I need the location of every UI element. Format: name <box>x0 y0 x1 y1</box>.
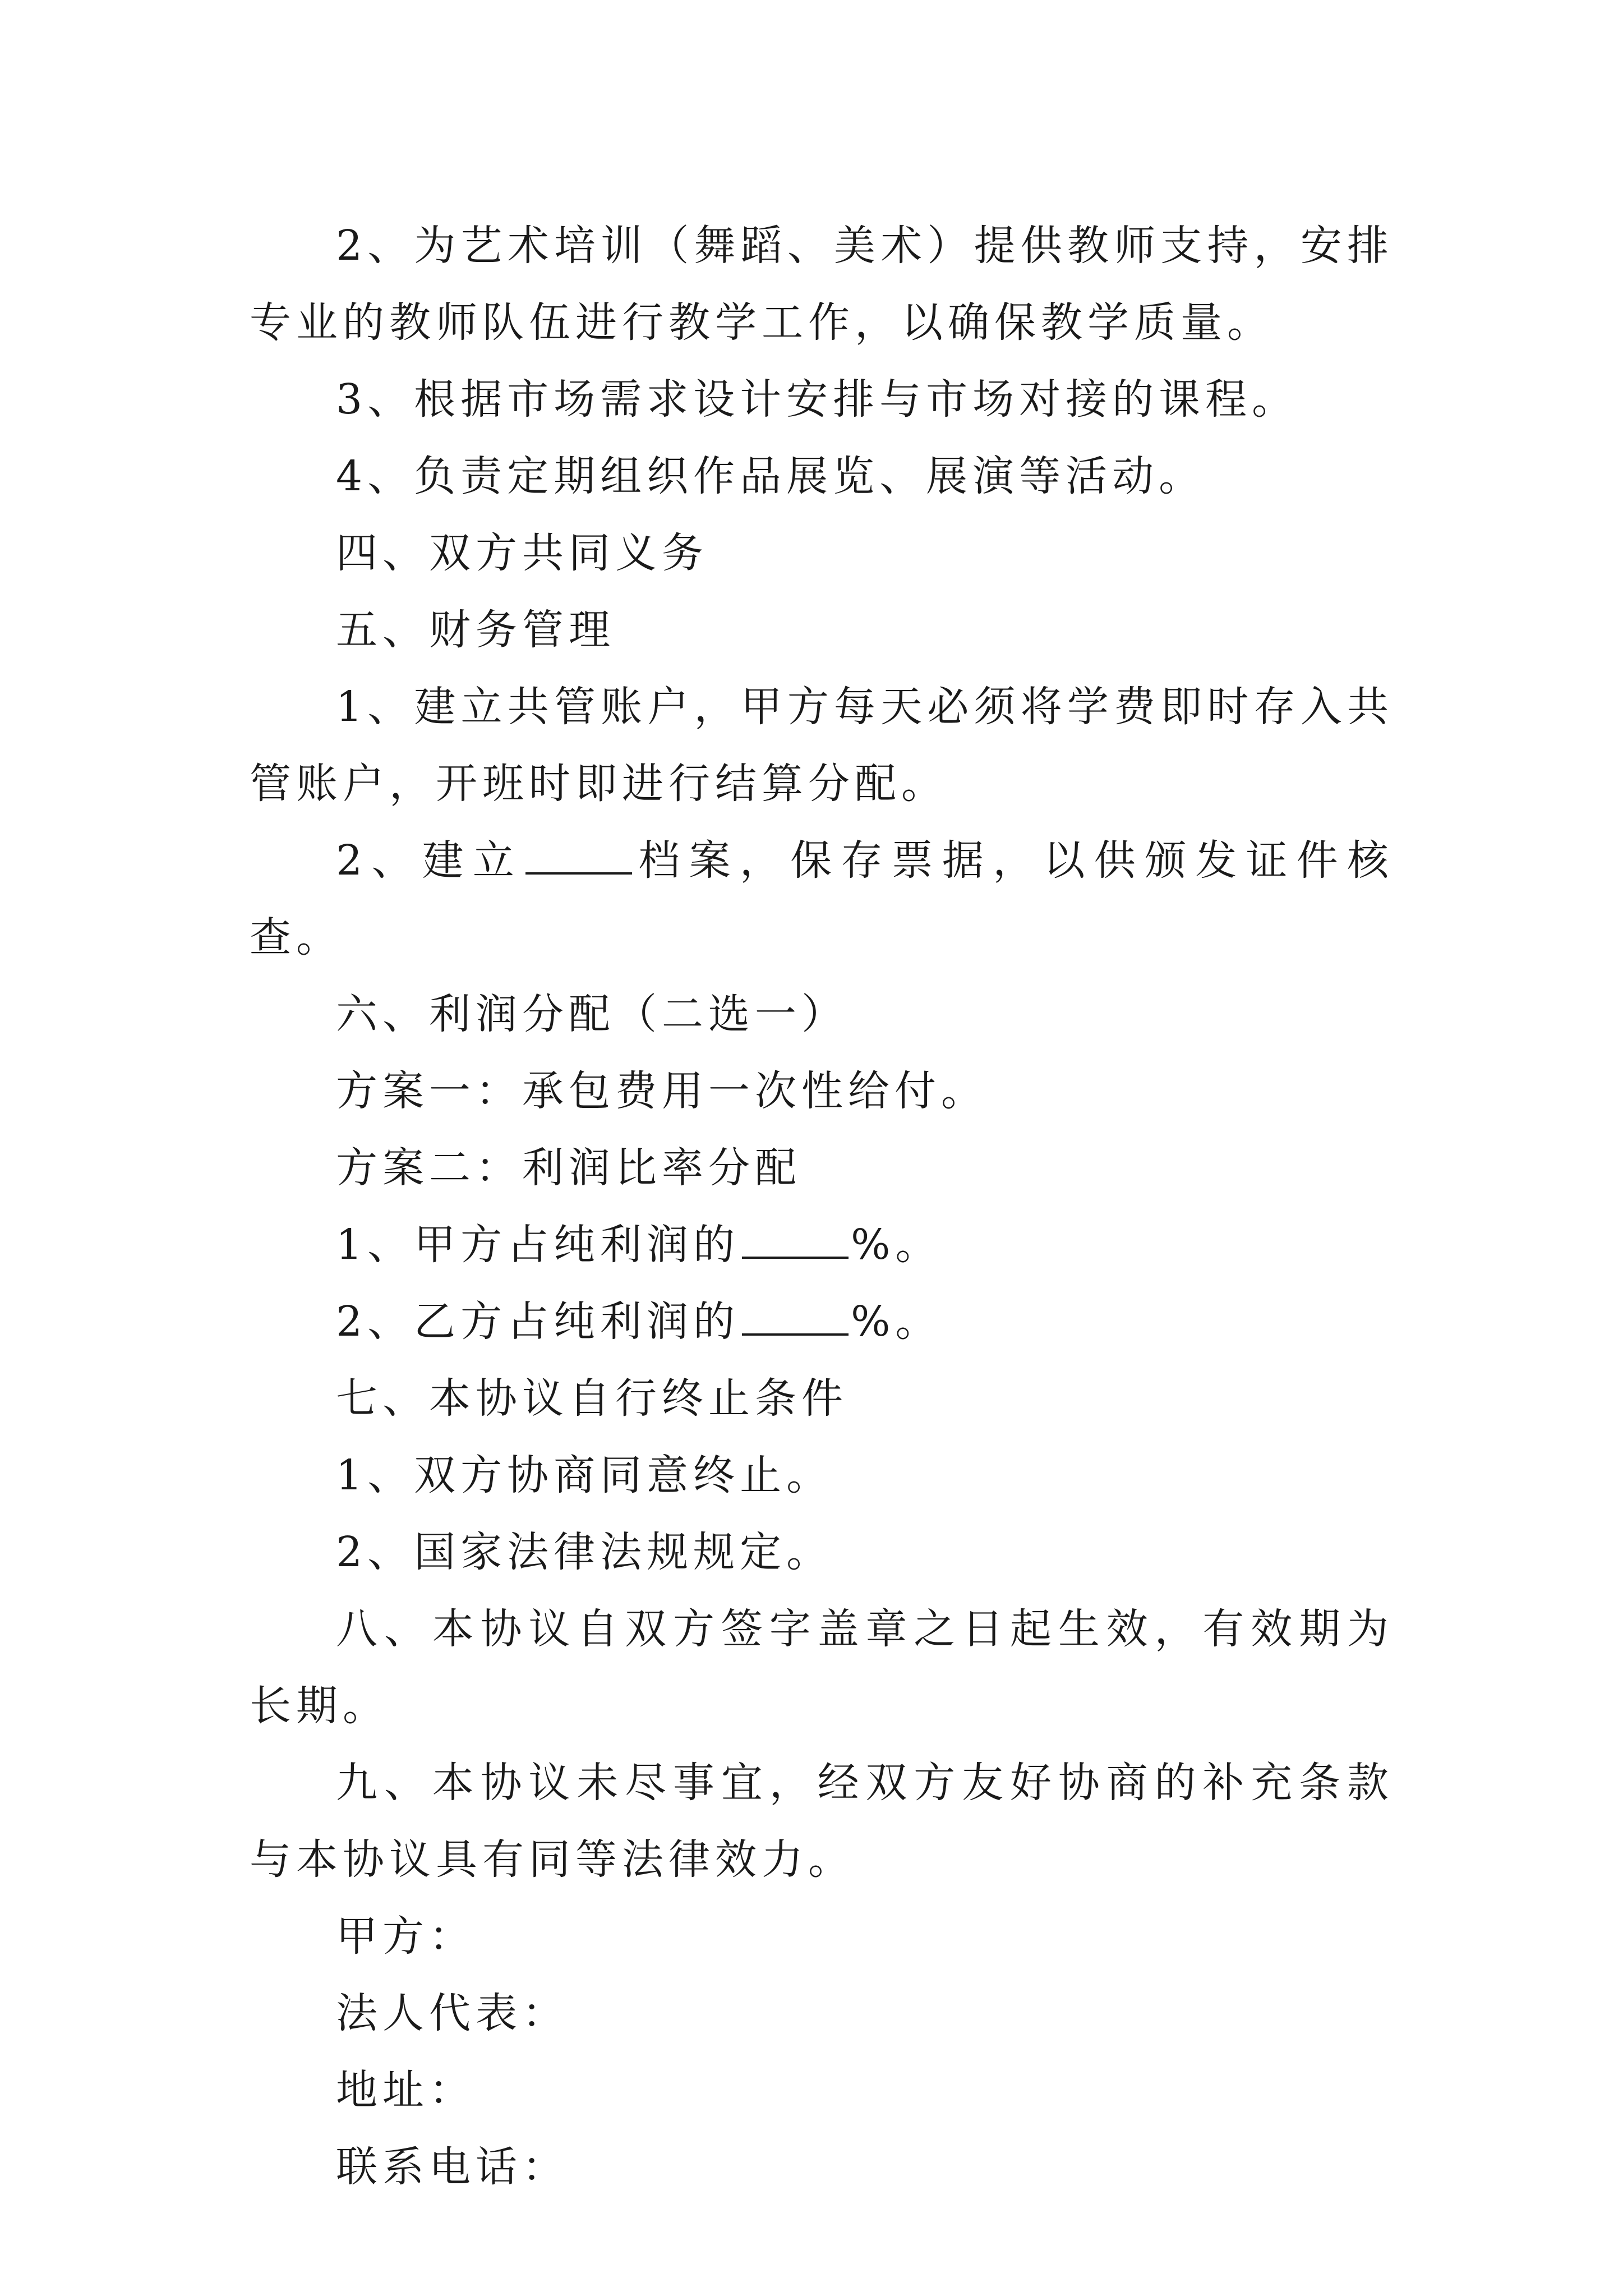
paragraph-plan-two <box>250 1130 1394 1207</box>
paragraph-text: 1、建立共管账户，甲方每天必须将学费即时存入共管账户，开班时即进行结算分配。 <box>250 683 1394 808</box>
signature-label: 联系电话： <box>336 2143 569 2191</box>
paragraph-text: 1、甲方占纯利润的 <box>336 1221 740 1269</box>
heading-text: 七、本协议自行终止条件 <box>336 1374 848 1423</box>
heading-text: 九、本协议未尽事宜，经双方友好协商的补充条款与本协议具有同等法律效力。 <box>250 1759 1394 1884</box>
paragraph-party-a-share <box>250 1207 1394 1283</box>
paragraph-joint-account <box>250 669 1394 822</box>
section-heading-supplementary <box>250 1745 1394 1898</box>
paragraph-text: 4、负责定期组织作品展览、展演等活动。 <box>336 452 1206 500</box>
paragraph-text: 2、为艺术培训（舞蹈、美术）提供教师支持，安排专业的教师队伍进行教学工作，以确保教学质量。 <box>250 222 1394 347</box>
paragraph-plan-one <box>250 1053 1394 1130</box>
signature-label: 甲方： <box>336 1912 476 1961</box>
signature-label: 地址： <box>336 2066 476 2114</box>
paragraph-course-design <box>250 361 1394 438</box>
blank-line <box>742 1294 849 1336</box>
paragraph-text: 2、建立 <box>336 836 524 885</box>
paragraph-termination-law <box>250 1514 1394 1591</box>
paragraph-text: %。 <box>851 1297 942 1346</box>
paragraph-text: 3、根据市场需求设计安排与市场对接的课程。 <box>336 375 1299 424</box>
blank-line <box>742 1217 849 1259</box>
document-body <box>250 208 1394 2206</box>
paragraph-termination-mutual <box>250 1437 1394 1514</box>
paragraph-text: 档案，保存票据，以供颁发证件核查。 <box>250 836 1394 961</box>
signature-legal-representative <box>250 1975 1394 2052</box>
section-heading-effective-date <box>250 1591 1394 1745</box>
signature-phone <box>250 2129 1394 2206</box>
paragraph-text: 方案二：利润比率分配 <box>336 1144 801 1192</box>
paragraph-text: %。 <box>851 1221 942 1269</box>
heading-text: 八、本协议自双方签字盖章之日起生效，有效期为长期。 <box>250 1605 1394 1730</box>
paragraph-party-b-share <box>250 1283 1394 1360</box>
signature-party-a <box>250 1898 1394 1975</box>
paragraph-text: 1、双方协商同意终止。 <box>336 1451 833 1499</box>
paragraph-exhibitions <box>250 438 1394 515</box>
section-heading-profit-distribution <box>250 976 1394 1053</box>
heading-text: 五、财务管理 <box>336 606 615 654</box>
paragraph-text: 2、乙方占纯利润的 <box>336 1297 740 1346</box>
paragraph-text: 2、国家法律法规规定。 <box>336 1528 833 1576</box>
section-heading-termination <box>250 1360 1394 1437</box>
signature-label: 法人代表： <box>336 1989 569 2037</box>
section-heading-financial-management <box>250 592 1394 669</box>
paragraph-archive <box>250 822 1394 976</box>
heading-text: 四、双方共同义务 <box>336 529 708 577</box>
paragraph-teacher-support <box>250 208 1394 361</box>
heading-text: 六、利润分配（二选一） <box>336 990 848 1038</box>
blank-line <box>525 833 632 875</box>
paragraph-text: 方案一：承包费用一次性给付。 <box>336 1067 988 1115</box>
signature-address <box>250 2052 1394 2129</box>
section-heading-joint-obligations <box>250 515 1394 592</box>
